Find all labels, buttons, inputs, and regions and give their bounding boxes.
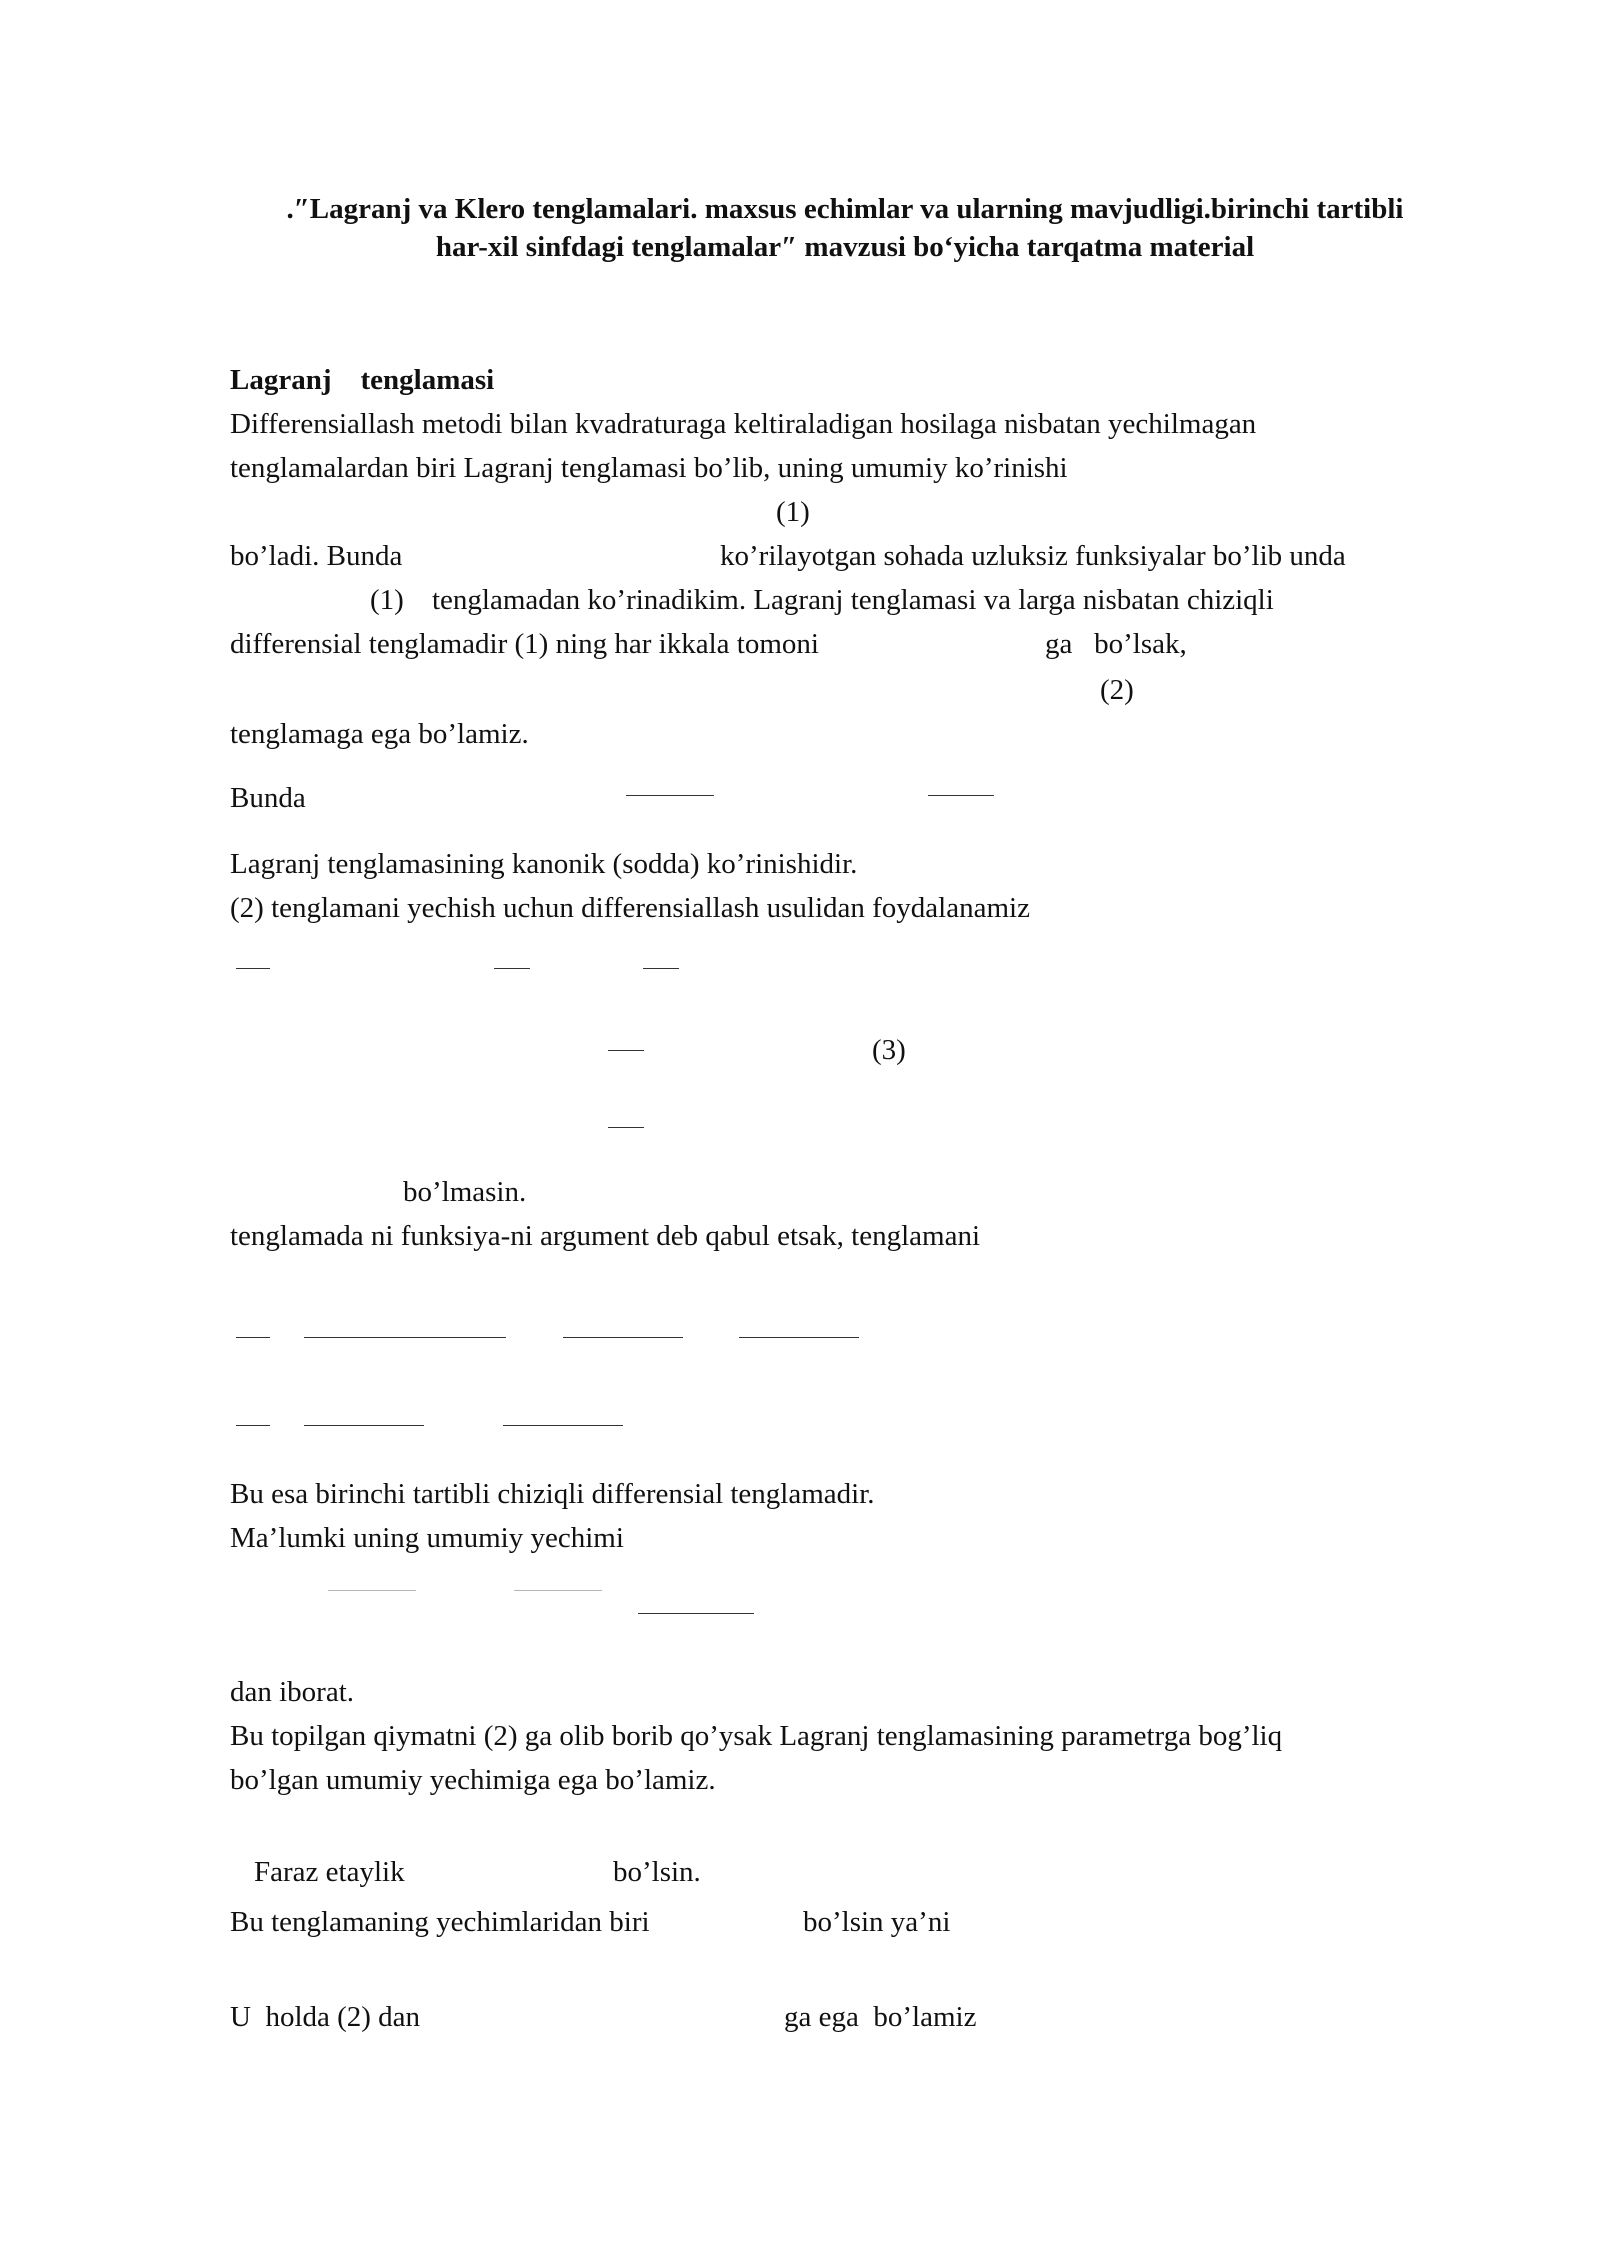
fraction-bar bbox=[236, 968, 270, 969]
fraction-bar bbox=[928, 795, 994, 796]
para1-line3b: ko’rilayotgan sohada uzluksiz funksiyalar bo’lib unda bbox=[720, 540, 1346, 572]
one-solution-text-b: bo’lsin ya’ni bbox=[803, 1906, 951, 1938]
equation-1-label: (1) bbox=[776, 496, 810, 528]
fraction-bar bbox=[608, 1127, 644, 1128]
one-solution-text-a: Bu tenglamaning yechimlaridan biri bbox=[230, 1906, 650, 1938]
dan-iborat-text: dan iborat. bbox=[230, 1676, 355, 1708]
fraction-bar bbox=[304, 1337, 506, 1338]
fraction-bar bbox=[643, 968, 679, 969]
fraction-bar bbox=[494, 968, 530, 969]
para1-line4a: (1) bbox=[370, 584, 404, 616]
bolmasin-text: bo’lmasin. bbox=[403, 1176, 527, 1208]
para1-line1: Differensiallash metodi bilan kvadraturaga keltiraladigan hosilaga nisbatan yechilmagan bbox=[230, 408, 1257, 440]
fraction-bar bbox=[236, 1337, 270, 1338]
para1-line4b: tenglamadan ko’rinadikim. Lagranj tenglamasi va larga nisbatan chiziqli bbox=[432, 584, 1274, 616]
fraction-bar bbox=[514, 1590, 602, 1591]
substitute-line2: bo’lgan umumiy yechimiga ega bo’lamiz. bbox=[230, 1764, 716, 1796]
fraction-bar bbox=[608, 1050, 644, 1051]
fraction-bar bbox=[236, 1425, 270, 1426]
fraction-bar bbox=[503, 1425, 623, 1426]
para1-line3a: bo’ladi. Bunda bbox=[230, 540, 403, 572]
fraction-bar bbox=[328, 1590, 416, 1591]
section-heading: Lagranj tenglamasi bbox=[230, 364, 495, 396]
para1-line5a: differensial tenglamadir (1) ning har ikkala tomoni bbox=[230, 628, 819, 660]
para1-line5b: ga bo’lsak, bbox=[1045, 628, 1187, 660]
fraction-bar bbox=[626, 795, 714, 796]
general-solution-text: Ma’lumki uning umumiy yechimi bbox=[230, 1522, 624, 1554]
fraction-bar bbox=[304, 1425, 424, 1426]
u-holda-text-a: U holda (2) dan bbox=[230, 2001, 421, 2033]
faraz-text-a: Faraz etaylik bbox=[254, 1856, 405, 1888]
document-title-line-2: har-xil sinfdagi tenglamalar″ mavzusi bo‘yicha tarqatma material bbox=[435, 231, 1255, 263]
equation-2-label: (2) bbox=[1100, 674, 1134, 706]
substitute-line1: Bu topilgan qiymatni (2) ga olib borib qo’ysak Lagranj tenglamasining parametrga bog’liq bbox=[230, 1720, 1283, 1752]
fraction-bar bbox=[638, 1613, 754, 1614]
u-holda-text-b: ga ega bo’lamiz bbox=[784, 2001, 977, 2033]
argument-line: tenglamada ni funksiya-ni argument deb qabul etsak, tenglamani bbox=[230, 1220, 981, 1252]
canonical-form-text: Lagranj tenglamasining kanonik (sodda) ko’rinishidir. bbox=[230, 848, 858, 880]
fraction-bar bbox=[739, 1337, 859, 1338]
linear-equation-text: Bu esa birinchi tartibli chiziqli differensial tenglamadir. bbox=[230, 1478, 875, 1510]
faraz-text-b: bo’lsin. bbox=[613, 1856, 701, 1888]
para1-line6: tenglamaga ega bo’lamiz. bbox=[230, 718, 529, 750]
equation-3-label: (3) bbox=[872, 1034, 906, 1066]
fraction-bar bbox=[563, 1337, 683, 1338]
differentiation-method-text: (2) tenglamani yechish uchun differensiallash usulidan foydalanamiz bbox=[230, 892, 1030, 924]
para1-line2: tenglamalardan biri Lagranj tenglamasi bo’lib, uning umumiy ko’rinishi bbox=[230, 452, 1068, 484]
bunda-label: Bunda bbox=[230, 782, 306, 814]
document-title-line-1: .″Lagranj va Klero tenglamalari. maxsus echimlar va ularning mavjudligi.birinchi tartibli bbox=[286, 193, 1404, 225]
